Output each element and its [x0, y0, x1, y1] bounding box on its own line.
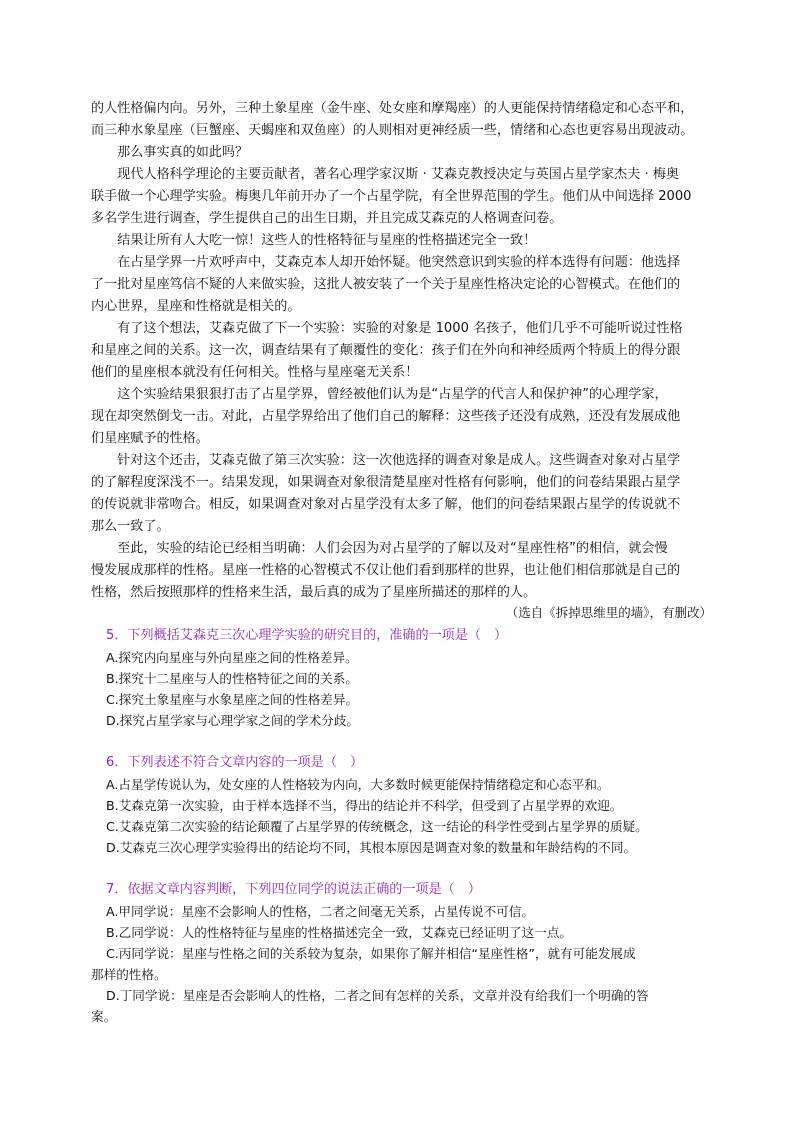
- question-6-option-d: D.艾森克三次心理学实验得出的结论均不同，其根本原因是调查对象的数量和年龄结构的不同。: [106, 840, 637, 855]
- question-7-option-a: A.甲同学说：星座不会影响人的性格，二者之间毫无关系，占星传说不可信。: [106, 904, 534, 919]
- question-7-option-c: C.丙同学说：星座与性格之间的关系较为复杂，如果你了解并相信“星座性格”，就有可能发展成: [106, 946, 636, 961]
- question-7-option-d-continued: 案。: [91, 1009, 117, 1024]
- article-paragraph-1: 的人性格偏内向。另外，三种土象星座（金牛座、处女座和摩羯座）的人更能保持情绪稳定和心态平和， 而三种水象星座（巨蟹座、天蝎座和双鱼座）的人则相对更神经质一些，情绪和心态也更容易出现波动。: [91, 101, 694, 138]
- question-6-option-b: B.艾森克第一次实验，由于样本选择不当，得出的结论并不科学，但受到了占星学界的欢迎。: [106, 798, 623, 813]
- article-paragraph-7: 这个实验结果狠狠打击了占星学界，曾经被他们认为是“占星学的代言人和保护神”的心理学家， 现在却突然倒戈一击。对此，占星学界给出了他们自己的解释：这些孩子还没有成熟，还没有发展成他 们星座赋予的性格。: [91, 387, 681, 446]
- question-7-option-b: B.乙同学说：人的性格特征与星座的性格描述完全一致，艾森克已经证明了这一点。: [106, 925, 573, 940]
- question-5-option-a: A.探究内向星座与外向星座之间的性格差异。: [106, 650, 358, 665]
- article-source: （选自《拆掉思维里的墙》，有删改）: [505, 605, 712, 620]
- article-paragraph-3: 现代人格科学理论的主要贡献者，著名心理学家汉斯 · 艾森克教授决定与英国占星学家杰夫 · 梅奥 联手做一个心理学实验。梅奥几年前开办了一个占星学院，有全世界范围的学生。他们从中间选择 2000 多名学生进行调查，学生提供自己的出生日期，并且完成艾森克的人格调查问卷。: [91, 167, 692, 226]
- question-5-title: 5．下列概括艾森克三次心理学实验的研究目的，准确的一项是（ ）: [106, 628, 508, 643]
- question-6-option-a: A.占星学传说认为，处女座的人性格较为内向，大多数时候更能保持情绪稳定和心态平和。: [106, 777, 610, 792]
- question-6-option-c: C.艾森克第二次实验的结论颠覆了占星学界的传统概念，这一结论的科学性受到占星学界的质疑。: [106, 819, 648, 834]
- article-paragraph-6: 有了这个想法，艾森克做了下一个实验：实验的对象是 1000 名孩子，他们几乎不可能听说过性格 和星座之间的关系。这一次，调查结果有了颠覆性的变化：孩子们在外向和神经质两个特质上的得分跟 他们的星座根本就没有任何相关。性格与星座毫无关系！: [91, 321, 683, 380]
- question-6-title: 6．下列表述不符合文章内容的一项是（ ）: [106, 755, 364, 770]
- question-5-option-b: B.探究十二星座与人的性格特征之间的关系。: [106, 671, 358, 686]
- question-7-option-d: D.丁同学说：星座是否会影响人的性格，二者之间有怎样的关系，文章并没有给我们一个明确的答: [106, 988, 649, 1003]
- article-paragraph-2: 那么事实真的如此吗？: [91, 145, 249, 160]
- article-paragraph-5: 在占星学界一片欢呼声中，艾森克本人却开始怀疑。他突然意识到实验的样本选得有问题：他选择 了一批对星座笃信不疑的人来做实验，这批人被安装了一个关于星座性格决定论的心智模式。在他们的 内心世界，星座和性格就是相关的。: [91, 255, 681, 314]
- question-5-option-d: D.探究占星学家与心理学家之间的学术分歧。: [106, 713, 359, 728]
- article-paragraph-9: 至此，实验的结论已经相当明确：人们会因为对占星学的了解以及对“星座性格”的相信，就会慢 慢发展成那样的性格。星座一性格的心智模式不仅让他们看到那样的世界，也让他们相信那就是自己的 性格，然后按照那样的性格来生活，最后真的成为了星座所描述的那样的人。: [91, 541, 681, 600]
- article-paragraph-8: 针对这个还击，艾森克做了第三次实验：这一次他选择的调查对象是成人。这些调查对象对占星学 的了解程度深浅不一。结果发现，如果调查对象很清楚星座对性格有何影响，他们的问卷结果跟占星学 的传说就非常吻合。相反，如果调查对象对占星学没有太多了解，他们的问卷结果跟占星学的传说就不 那么一致了。: [91, 453, 681, 534]
- article-paragraph-4: 结果让所有人大吃一惊！这些人的性格特征与星座的性格描述完全一致！: [91, 233, 537, 248]
- question-7-option-c-continued: 那样的性格。: [91, 967, 167, 982]
- question-5-option-c: C.探究土象星座与水象星座之间的性格差异。: [106, 692, 359, 707]
- question-7-title: 7．依据文章内容判断，下列四位同学的说法正确的一项是（ ）: [106, 882, 481, 897]
